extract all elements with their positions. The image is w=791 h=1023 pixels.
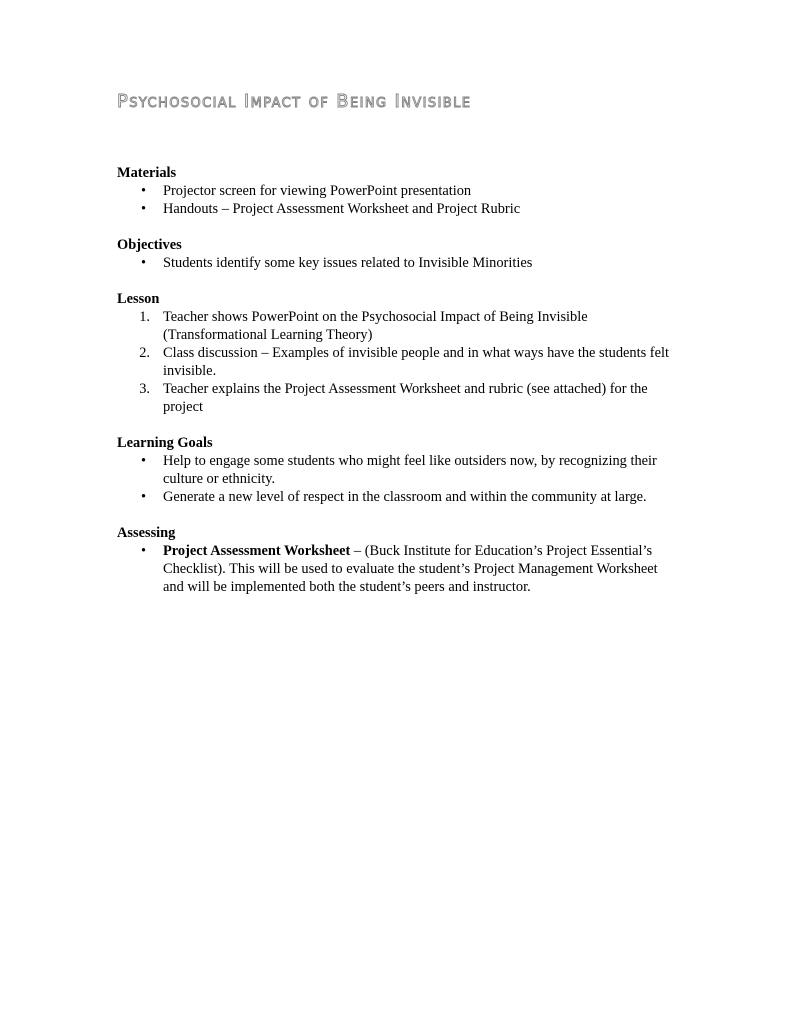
bullet-icon: • xyxy=(140,201,146,217)
section-assessing xyxy=(117,524,677,596)
list-number: 2. xyxy=(139,345,150,361)
list-item xyxy=(117,308,677,344)
bullet-icon: • xyxy=(140,543,146,559)
section-heading: Materials xyxy=(117,165,177,181)
bullet-icon: • xyxy=(140,255,146,271)
list-item-text: Handouts – Project Assessment Worksheet and Project Rubric xyxy=(163,201,521,217)
list-item-text: Teacher explains the Project Assessment Worksheet and rubric (see attached) for the project xyxy=(163,381,648,415)
list-item xyxy=(117,380,677,416)
section-heading: Assessing xyxy=(117,525,176,541)
list-number: 3. xyxy=(139,381,150,397)
document-title: Psychosocial Impact of Being Invisible xyxy=(117,91,472,112)
list-item-text: Projector screen for viewing PowerPoint presentation xyxy=(163,183,472,199)
list-item-text: Class discussion – Examples of invisible people and in what ways have the students felt invisible. xyxy=(163,345,669,379)
list-item xyxy=(117,182,677,200)
numbered-list xyxy=(117,308,677,416)
section-lesson xyxy=(117,290,677,416)
list-item xyxy=(117,200,677,218)
section-materials xyxy=(117,164,677,218)
bullet-icon: • xyxy=(140,183,146,199)
section-heading: Lesson xyxy=(117,291,160,307)
list-item-text: Help to engage some students who might feel like outsiders now, by recognizing their culture or ethnicity. xyxy=(163,453,657,487)
list-item-text: Teacher shows PowerPoint on the Psychosocial Impact of Being Invisible (Transformational Learning Theory) xyxy=(163,309,588,343)
bullet-icon: • xyxy=(140,453,146,469)
document-body xyxy=(117,164,677,614)
section-learning-goals xyxy=(117,434,677,506)
list-item xyxy=(117,488,677,506)
bullet-list xyxy=(117,254,677,272)
list-item xyxy=(117,542,677,596)
list-number: 1. xyxy=(139,309,150,325)
section-heading: Learning Goals xyxy=(117,435,213,451)
list-item xyxy=(117,344,677,380)
list-item-bold-label: Project Assessment Worksheet xyxy=(163,543,351,559)
bullet-list xyxy=(117,542,677,596)
bullet-icon: • xyxy=(140,489,146,505)
bullet-list xyxy=(117,182,677,218)
list-item-text: Generate a new level of respect in the classroom and within the community at large. xyxy=(163,489,647,505)
list-item-text: Students identify some key issues related to Invisible Minorities xyxy=(163,255,533,271)
section-heading: Objectives xyxy=(117,237,182,253)
list-item xyxy=(117,254,677,272)
section-objectives xyxy=(117,236,677,272)
bullet-list xyxy=(117,452,677,506)
list-item xyxy=(117,452,677,488)
list-item-text: – (Buck Institute for Education’s Project Essential’s Checklist). This will be used to evaluate the student’s Project Management Worksheet and will be implemented both the student’s peers and instructor. xyxy=(163,543,658,595)
